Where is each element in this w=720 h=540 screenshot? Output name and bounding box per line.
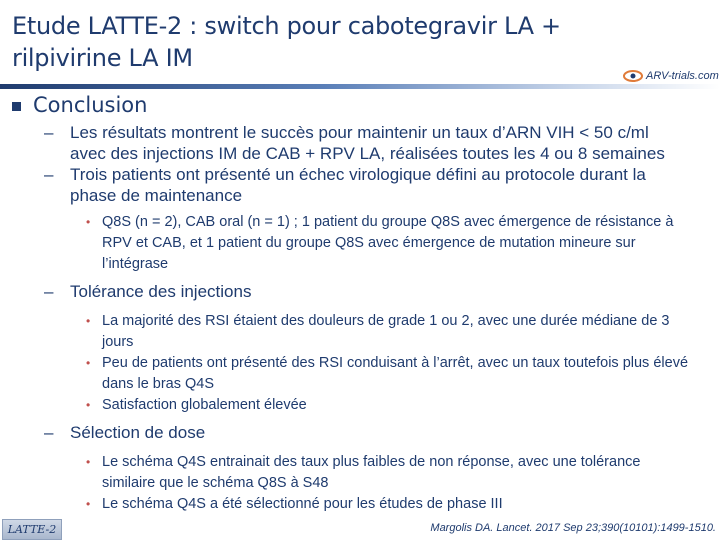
logo-swoosh-icon: [622, 69, 644, 83]
section-heading: [12, 93, 147, 117]
list-item-text: Tolérance des injections: [70, 282, 252, 301]
dot-bullet: •: [86, 455, 91, 469]
sub-list-item-text: Peu de patients ont présenté des RSI conduisant à l’arrêt, avec un taux toutefois plus élevé dans le bras Q4S: [102, 355, 689, 392]
list-item: [44, 422, 670, 443]
logo-text: ARV-trials.com: [646, 70, 719, 82]
sub-list-item-text: La majorité des RSI étaient des douleurs de grade 1 ou 2, avec une durée médiane de 3 jours: [102, 313, 670, 350]
slide-title: Etude LATTE-2 : switch pour cabotegravir LA + rilpivirine LA IM: [12, 12, 561, 72]
list-item: [44, 281, 670, 302]
sub-list-item: [86, 212, 692, 275]
square-bullet-icon: [12, 102, 21, 111]
list-item-text: Sélection de dose: [70, 423, 206, 442]
sub-list-item: [86, 395, 692, 416]
dot-bullet: •: [86, 398, 91, 412]
section-label: Conclusion: [33, 93, 148, 117]
title-divider: [0, 84, 720, 89]
sub-list-item-text: Le schéma Q4S entrainait des taux plus faibles de non réponse, avec une tolérance similaire que le schéma Q8S à S48: [102, 454, 641, 491]
dot-bullet: •: [86, 497, 91, 511]
sub-list-item: [86, 452, 692, 494]
sub-list-item: [86, 311, 692, 353]
dot-bullet: •: [86, 314, 91, 328]
dot-bullet: •: [86, 356, 91, 370]
list-item-text: Trois patients ont présenté un échec virologique défini au protocole durant la phase de maintenance: [70, 165, 646, 205]
sub-list-item-text: Le schéma Q4S a été sélectionné pour les études de phase III: [102, 496, 503, 512]
dash-bullet: –: [44, 165, 54, 184]
slide-content: [0, 122, 720, 515]
dash-bullet: –: [44, 282, 54, 301]
sub-list-item: [86, 353, 692, 395]
sub-list-item-text: Satisfaction globalement élevée: [102, 397, 307, 413]
dash-bullet: –: [44, 423, 54, 442]
study-tag: LATTE-2: [2, 519, 62, 540]
sub-list-item-text: Q8S (n = 2), CAB oral (n = 1) ; 1 patient du groupe Q8S avec émergence de résistance à RPV et CAB, et 1 patient du groupe Q8S avec émergence de mutation mineure sur l’intégrase: [102, 214, 674, 272]
list-item: [44, 122, 670, 164]
list-item-text: Les résultats montrent le succès pour maintenir un taux d’ARN VIH < 50 c/ml avec des injections IM de CAB + RPV LA, réalisées toutes les 4 ou 8 semaines: [70, 123, 665, 163]
list-item: [44, 164, 670, 206]
dot-bullet: •: [86, 215, 91, 229]
dash-bullet: –: [44, 123, 54, 142]
arv-trials-logo: [622, 68, 719, 84]
reference-citation: Margolis DA. Lancet. 2017 Sep 23;390(10101):1499-1510.: [430, 522, 716, 534]
sub-list-item: [86, 494, 692, 515]
